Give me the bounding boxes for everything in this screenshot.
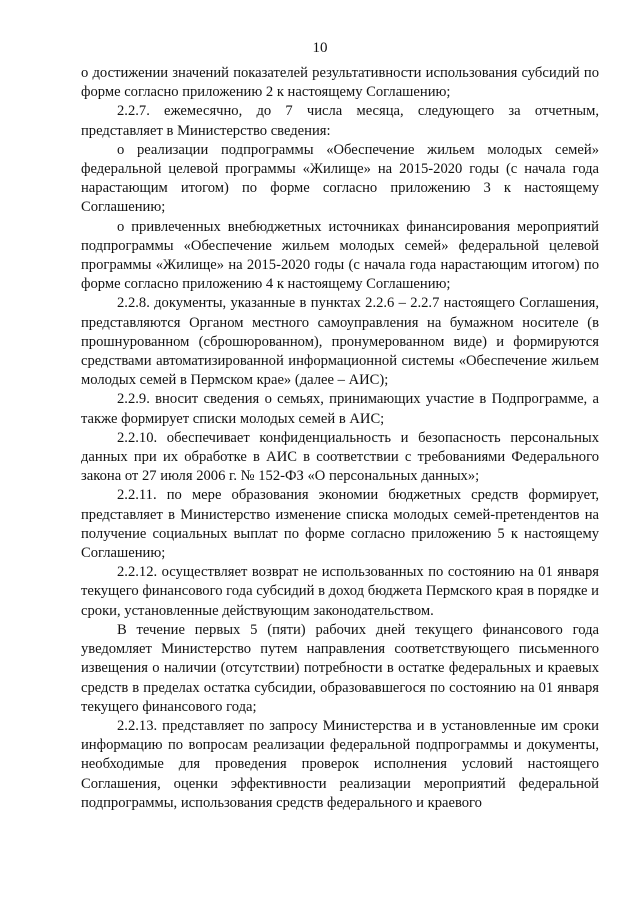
paragraph-2-2-9: 2.2.9. вносит сведения о семьях, принимающих участие в Подпрограмме, а также формирует списки молодых семей в АИС; (81, 391, 599, 427)
paragraph-subprogram-report: о реализации подпрограммы «Обеспечение жильем молодых семей» федеральной целевой программы «Жилище» на 2015-2020 годы (с начала года нарастающим итогом) по форме согласно приложению 3 к настоящему Соглашению; (81, 141, 599, 216)
paragraph-2-2-8: 2.2.8. документы, указанные в пунктах 2.2.6 – 2.2.7 настоящего Соглашения, представляются Органом местного самоуправления на бумажном носителе (в прошнурованном (сброшюрованном), пронумерованном виде) и формируются средствами автоматизированной информационной системы «Обеспечение жильем молодых семей в Пермском крае» (далее – АИС); (81, 295, 599, 389)
paragraph-2-2-11: 2.2.11. по мере образования экономии бюджетных средств формирует, представляет в Министерство изменение списка молодых семей-претендентов на получение социальных выплат по форме согласно приложению 5 к настоящему Соглашению; (81, 487, 599, 562)
document-body (81, 64, 599, 813)
paragraph-notification: В течение первых 5 (пяти) рабочих дней текущего финансового года уведомляет Министерство путем направления соответствующего письменного извещения о наличии (отсутствии) потребности в остатке федеральных и краевых средств в пределах остатка субсидии, образовавшегося по состоянию на 01 января текущего финансового года; (81, 621, 599, 715)
paragraph-extrabudgetary-sources: о привлеченных внебюджетных источниках финансирования мероприятий подпрограммы «Обеспечение жильем молодых семей» федеральной целевой программы «Жилище» на 2015-2020 годы (с начала года нарастающим итогом) по форме согласно приложению 4 к настоящему Соглашению; (81, 218, 599, 293)
paragraph-2-2-7: 2.2.7. ежемесячно, до 7 числа месяца, следующего за отчетным, представляет в Министерство сведения: (81, 103, 599, 139)
paragraph-2-2-13: 2.2.13. представляет по запросу Министерства и в установленные им сроки информацию по вопросам реализации федеральной подпрограммы и документы, необходимые для проведения проверок исполнения условий настоящего Соглашения, оценки эффективности реализации мероприятий федеральной подпрограммы, использования средств федерального и краевого (81, 717, 599, 811)
paragraph-2-2-12: 2.2.12. осуществляет возврат не использованных по состоянию на 01 января текущего финансового года субсидий в доход бюджета Пермского края в порядке и сроки, установленные действующим законодательством. (81, 564, 599, 619)
paragraph-2-2-10: 2.2.10. обеспечивает конфиденциальность и безопасность персональных данных при их обработке в АИС в соответствии с требованиями Федерального закона от 27 июля 2006 г. № 152-ФЗ «О персональных данных»; (81, 429, 599, 485)
page-number: 10 (312, 40, 328, 56)
paragraph-1: о достижении значений показателей результативности использования субсидий по форме согласно приложению 2 к настоящему Соглашению; (81, 65, 599, 101)
